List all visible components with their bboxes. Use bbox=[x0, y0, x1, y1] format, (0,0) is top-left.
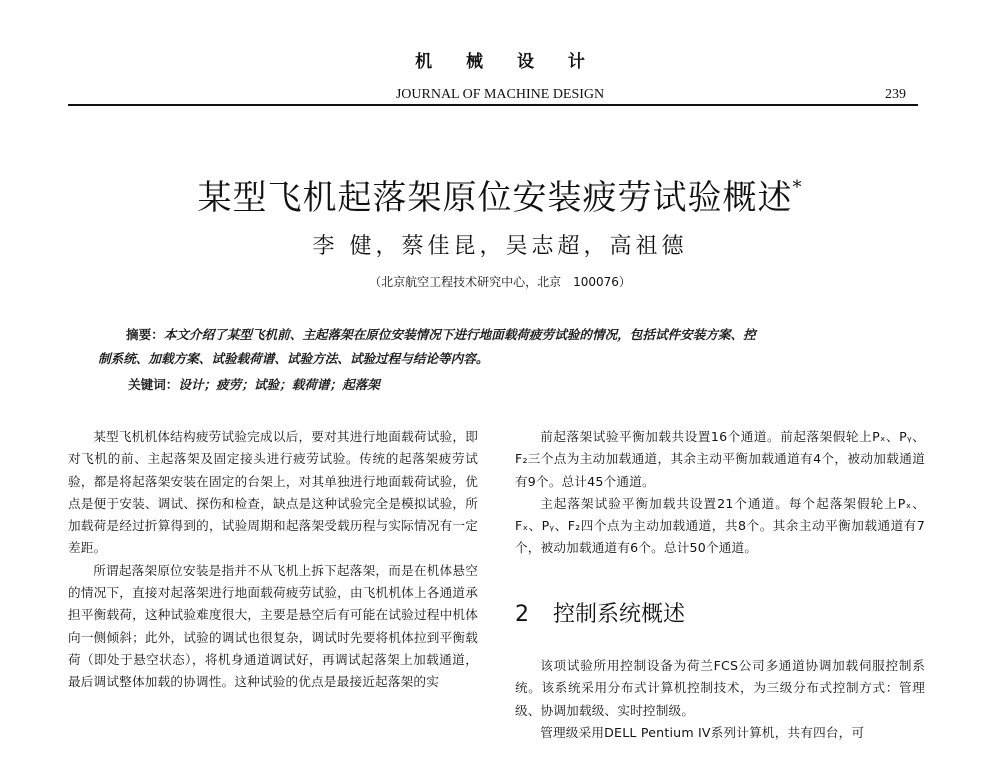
article-title-text: 某型飞机起落架原位安装疲劳试验概述 bbox=[197, 178, 793, 218]
abstract-line-1: 本文介绍了某型飞机前、主起落架在原位安装情况下进行地面载荷疲劳试验的情况，包括试件安装方案、控 bbox=[163, 327, 756, 342]
keywords-label: 关键词： bbox=[128, 377, 179, 392]
abstract-line-2: 制系统、加载方案、试验载荷谱、试验方法、试验过程与结论等内容。 bbox=[98, 351, 489, 366]
right-paragraph-1: 前起落架试验平衡加载共设置16个通道。前起落架假轮上Pₓ、Pᵧ、F₂三个点为主动加载通道，其余主动平衡加载通道有4个，被动加载通道有9个。总计45个通道。 bbox=[515, 429, 925, 489]
right-column-bottom bbox=[515, 655, 925, 744]
section-heading bbox=[515, 600, 925, 630]
affiliation: （北京航空工程技术研究中心，北京 100076） bbox=[369, 275, 631, 289]
article-title bbox=[0, 166, 1000, 220]
section-number: 2 bbox=[515, 602, 529, 627]
header-rule bbox=[68, 104, 918, 106]
right-paragraph-3: 该项试验所用控制设备为荷兰FCS公司多通道协调加载伺服控制系统。该系统采用分布式计算机控制技术，为三级分布式控制方式：管理级、协调加载级、实时控制级。 bbox=[515, 658, 925, 718]
right-column-top bbox=[515, 426, 925, 560]
section-title: 控制系统概述 bbox=[553, 602, 686, 627]
author-list: 李 健，蔡佳昆，吴志超，高祖德 bbox=[312, 234, 688, 259]
keywords bbox=[128, 373, 908, 397]
title-footnote-mark: * bbox=[792, 177, 803, 198]
right-paragraph-2: 主起落架试验平衡加载共设置21个通道。每个起落架假轮上Pₓ、Fₓ、Pᵧ、F₂四个点为主动加载通道，共8个。其余主动平衡加载通道有7个，被动加载通道有6个。总计50个通道。 bbox=[515, 495, 925, 556]
left-paragraph-2: 所谓起落架原位安装是指并不从飞机上拆下起落架，而是在机体悬空的情况下，直接对起落架进行地面载荷疲劳试验，由飞机机体上各通道承担平衡载荷，这种试验难度很大，主要是悬空后有可能在试验过程中机体向一侧倾斜；此外，试验的调试也很复杂，调试时先要将机体拉到平衡载荷（即处于悬空状态），将机身通道调试好，再调试起落架上加载通道，最后调试整体加载的协调性。这种试验的优点是最接近起落架的实 bbox=[68, 562, 478, 690]
right-paragraph-4: 管理级采用DELL Pentium IV系列计算机，共有四台，可 bbox=[540, 724, 865, 740]
left-paragraph-1: 某型飞机机体结构疲劳试验完成以后，要对其进行地面载荷试验，即对飞机的前、主起落架及固定接头进行疲劳试验。传统的起落架疲劳试验，都是将起落架安装在固定的台架上，对其单独进行地面载荷试验，优点是便于安装、调试、探伤和检查，缺点是这种试验完全是模拟试验，所加载荷是经过折算得到的，试验周期和起落架受载历程与实际情况有一定差距。 bbox=[68, 429, 478, 556]
page-number: 239 bbox=[885, 87, 906, 102]
abstract bbox=[98, 323, 906, 371]
journal-title-cn: 机 械 设 计 bbox=[415, 52, 599, 72]
keywords-text: 设计；疲劳；试验；载荷谱；起落架 bbox=[178, 377, 380, 392]
journal-title-en: JOURNAL OF MACHINE DESIGN bbox=[395, 87, 605, 102]
abstract-label: 摘要： bbox=[126, 327, 164, 342]
left-column bbox=[68, 426, 478, 694]
